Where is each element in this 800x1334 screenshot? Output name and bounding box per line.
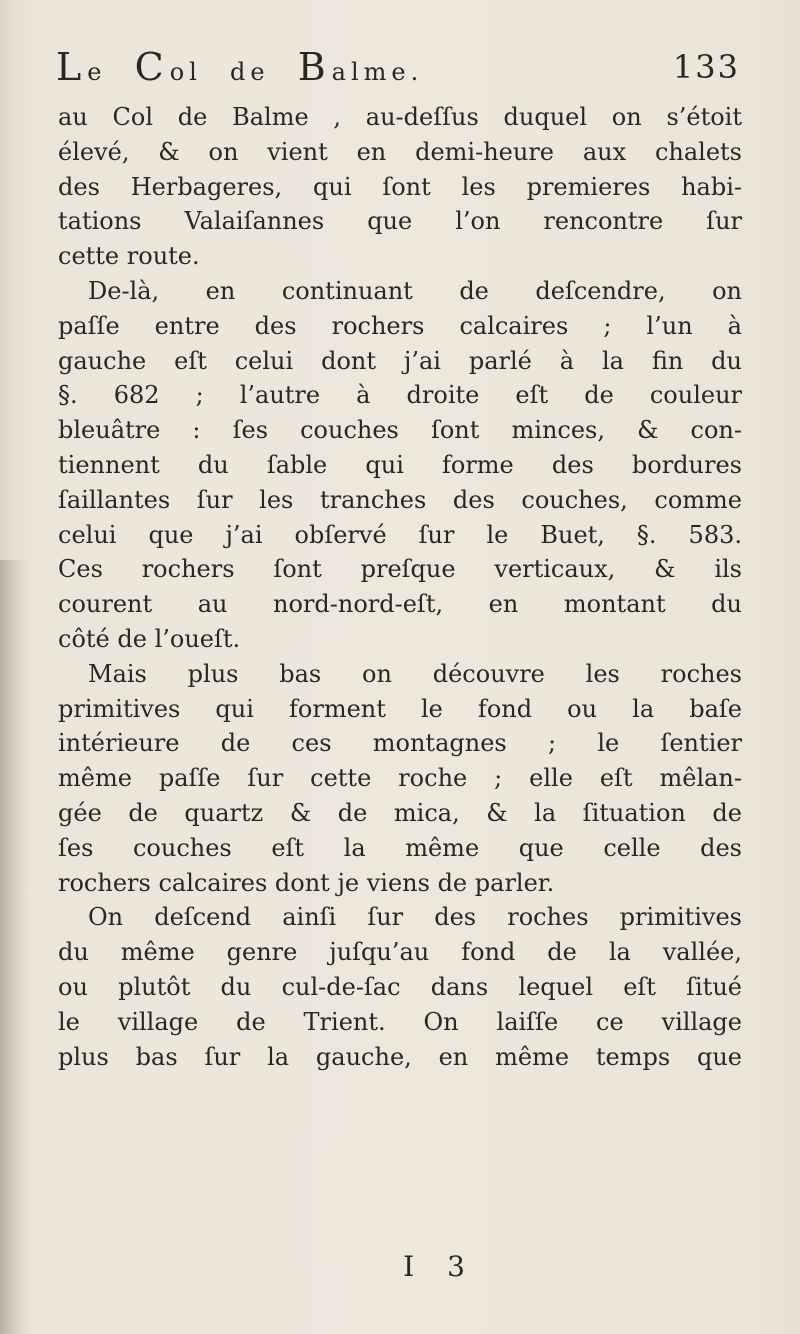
text-line: ou plutôt du cul-de-ſac dans lequel eſt ſitué (58, 972, 742, 1001)
text-line: ſaillantes ſur les tranches des couches, comme (58, 485, 742, 514)
gutter-shadow (0, 560, 26, 1334)
text-line: au Col de Balme , au-deſſus duquel on s’étoit (58, 103, 742, 131)
text-line: des Herbageres, qui ſont les premieres habi- (58, 172, 742, 201)
text-line: tiennent du ſable qui forme des bordures (58, 450, 742, 479)
text-line: paſſe entre des rochers calcaires ; l’un à (58, 311, 742, 340)
text-line: plus bas ſur la gauche, en même temps que (58, 1042, 742, 1071)
page-number: 133 (672, 48, 740, 86)
text-line: intérieure de ces montagnes ; le ſentier (58, 729, 742, 758)
text-line: De-là, en continuant de deſcendre, on (88, 276, 742, 305)
text-line: tations Valaiſannes que l’on rencontre ſur (58, 207, 742, 236)
text-line: gée de quartz & de mica, & la ſituation de (58, 798, 742, 827)
signature-mark: I 3 (403, 1250, 477, 1283)
text-line: §. 682 ; l’autre à droite eſt de couleur (58, 381, 742, 410)
text-line: côté de l’oueſt. (58, 624, 241, 653)
text-line: même paſſe ſur cette roche ; elle eſt mêlan- (58, 764, 742, 793)
text-line: le village de Trient. On laiſſe ce village (58, 1007, 742, 1036)
text-line: On deſcend ainſi ſur des roches primitives (88, 903, 742, 932)
text-line: Ces rochers ſont preſque verticaux, & ils (58, 555, 742, 584)
text-line: celui que j’ai obſervé ſur le Buet, §. 583. (58, 520, 742, 549)
text-line: courent au nord-nord-eſt, en montant du (58, 590, 742, 619)
running-title: Le Col de Balme. (56, 45, 424, 89)
text-line: du même genre juſqu’au fond de la vallée, (58, 938, 742, 967)
text-line: Mais plus bas on découvre les roches (88, 659, 742, 688)
body-text (58, 100, 742, 1074)
text-line: cette route. (58, 242, 200, 271)
text-line: rochers calcaires dont je viens de parler. (58, 868, 555, 897)
text-line: ſes couches eſt la même que celle des (58, 833, 742, 862)
text-line: primitives qui forment le fond ou la baſe (58, 694, 742, 723)
page-header (56, 42, 748, 92)
text-line: élevé, & on vient en demi-heure aux chalets (58, 137, 742, 166)
page-footer (0, 1250, 800, 1283)
text-line: gauche eſt celui dont j’ai parlé à la fin du (58, 346, 742, 375)
text-line: bleuâtre : ſes couches ſont minces, & con- (58, 416, 742, 445)
